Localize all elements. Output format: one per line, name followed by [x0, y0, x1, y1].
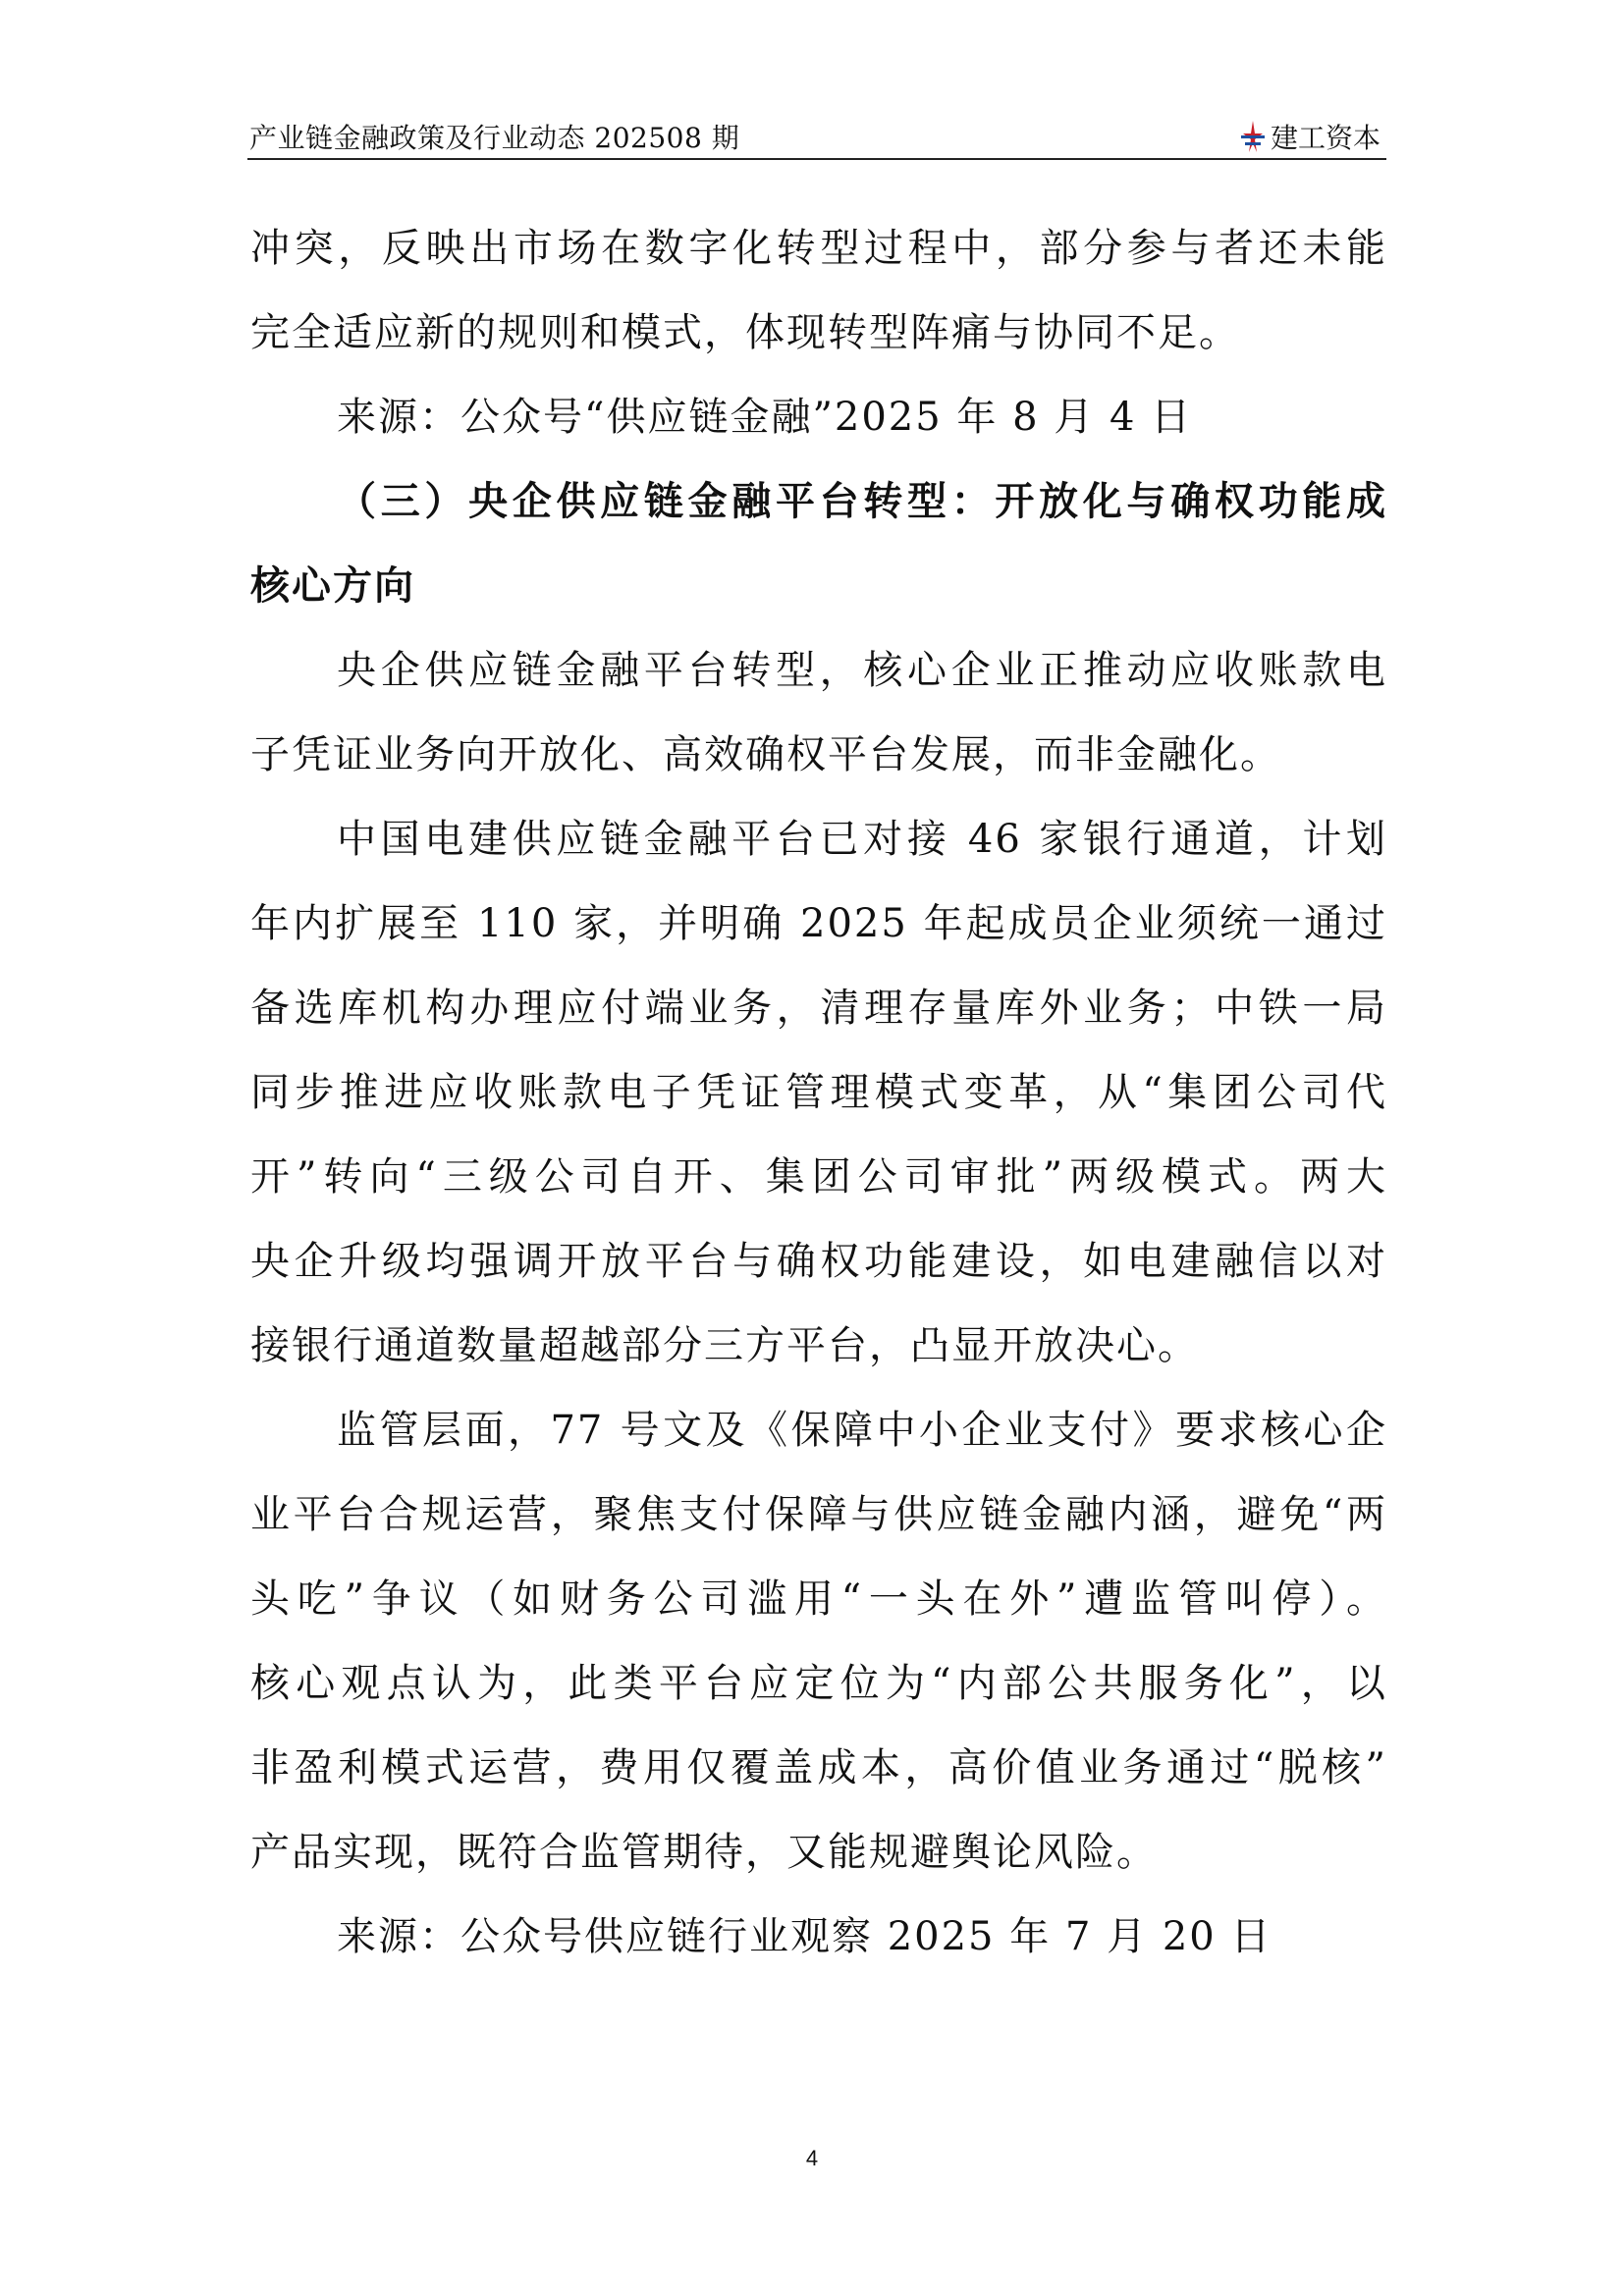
- body-line: 冲突，反映出市场在数字化转型过程中，部分参与者还未能: [250, 226, 1387, 271]
- body-line: 非盈利模式运营，费用仅覆盖成本，高价值业务通过“脱核”: [250, 1745, 1387, 1790]
- body-line: 央企供应链金融平台转型，核心企业正推动应收账款电: [337, 648, 1387, 693]
- source-line: 来源：公众号“供应链金融”2025 年 8 月 4 日: [337, 395, 1193, 440]
- source-line: 来源：公众号供应链行业观察 2025 年 7 月 20 日: [337, 1914, 1272, 1959]
- body-line: 备选库机构办理应付端业务，清理存量库外业务；中铁一局: [250, 986, 1387, 1031]
- body-line: 中国电建供应链金融平台已对接 46 家银行通道，计划: [337, 817, 1387, 862]
- body-line: 同步推进应收账款电子凭证管理模式变革，从“集团公司代: [250, 1070, 1387, 1115]
- body-line: 子凭证业务向开放化、高效确权平台发展，而非金融化。: [250, 732, 1281, 777]
- body-line: 接银行通道数量超越部分三方平台，凸显开放决心。: [250, 1323, 1199, 1368]
- document-body: [250, 206, 1387, 1979]
- page-header: [247, 113, 1386, 160]
- body-line: 核心观点认为，此类平台应定位为“内部公共服务化”，以: [250, 1661, 1387, 1706]
- body-line: 头吃”争议（如财务公司滥用“一头在外”遭监管叫停）。: [250, 1576, 1387, 1622]
- body-line: 完全适应新的规则和模式，体现转型阵痛与协同不足。: [250, 310, 1240, 355]
- body-line: 业平台合规运营，聚焦支付保障与供应链金融内涵，避免“两: [250, 1492, 1387, 1537]
- body-line: 产品实现，既符合监管期待，又能规避舆论风险。: [250, 1830, 1158, 1875]
- header-title: 产业链金融政策及行业动态 202508 期: [249, 122, 740, 154]
- jiangong-logo-icon: [1239, 120, 1267, 153]
- body-line: 年内扩展至 110 家，并明确 2025 年起成员企业须统一通过: [250, 901, 1387, 946]
- page-number: 4: [805, 2146, 819, 2170]
- body-line: 监管层面，77 号文及《保障中小企业支付》要求核心企: [337, 1408, 1387, 1453]
- body-line: 央企升级均强调开放平台与确权功能建设，如电建融信以对: [250, 1239, 1387, 1284]
- section-heading: （三）央企供应链金融平台转型：开放化与确权功能成: [337, 479, 1387, 524]
- section-heading: 核心方向: [250, 563, 415, 609]
- header-brand-text: 建工资本: [1270, 122, 1380, 154]
- body-line: 开”转向“三级公司自开、集团公司审批”两级模式。两大: [250, 1154, 1387, 1200]
- header-brand: [1239, 117, 1380, 156]
